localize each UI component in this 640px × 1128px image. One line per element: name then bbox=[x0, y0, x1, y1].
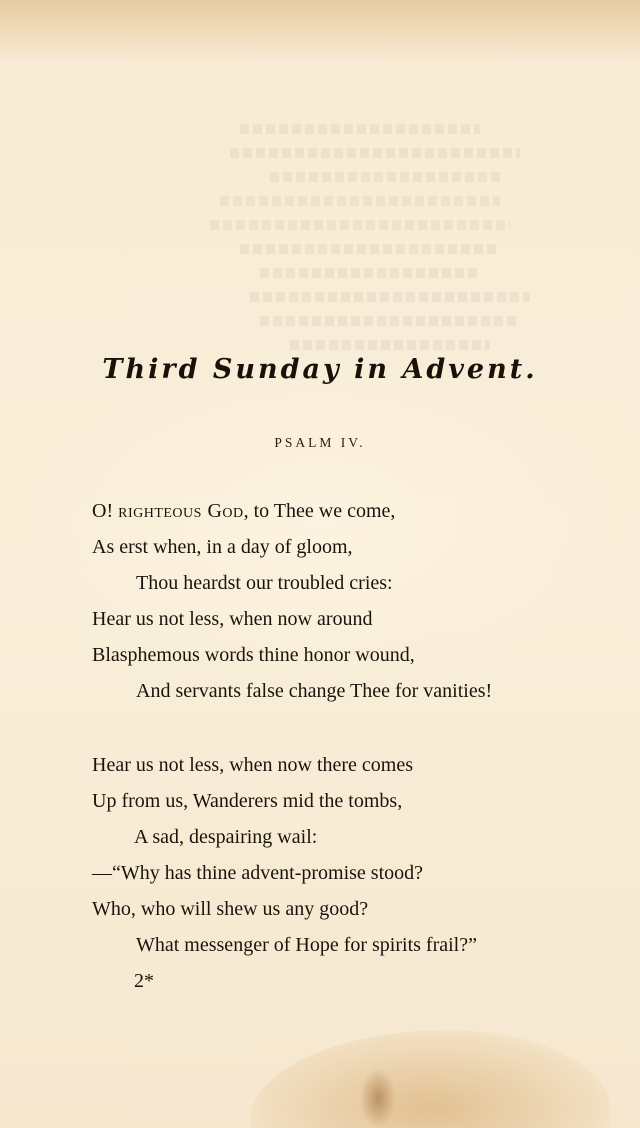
verse-line: O! righteous God, to Thee we come, bbox=[92, 500, 396, 522]
verse-line: As erst when, in a day of gloom, bbox=[92, 536, 353, 558]
verse-line: Thou heardst our troubled cries: bbox=[136, 572, 393, 594]
verse-line: Hear us not less, when now around bbox=[92, 608, 373, 630]
verse-line: A sad, despairing wail: bbox=[134, 826, 318, 848]
signature-mark: 2* bbox=[134, 970, 154, 992]
verse-line: Who, who will shew us any good? bbox=[92, 898, 369, 920]
section-heading: Third Sunday in Advent. bbox=[102, 354, 538, 385]
water-stain bbox=[250, 1030, 610, 1128]
verse-line: Hear us not less, when now there comes bbox=[92, 754, 414, 776]
verse-line: Up from us, Wanderers mid the tombs, bbox=[92, 790, 403, 812]
verse-line: Blasphemous words thine honor wound, bbox=[92, 644, 415, 666]
verse-line: And servants false change Thee for vanities! bbox=[136, 680, 493, 702]
verse-line: What messenger of Hope for spirits frail?” bbox=[136, 934, 477, 956]
verse-line: —“Why has thine advent-promise stood? bbox=[92, 862, 424, 884]
water-stain-dark bbox=[360, 1068, 396, 1128]
psalm-subheading: PSALM IV. bbox=[274, 435, 366, 450]
top-stain bbox=[0, 0, 640, 60]
